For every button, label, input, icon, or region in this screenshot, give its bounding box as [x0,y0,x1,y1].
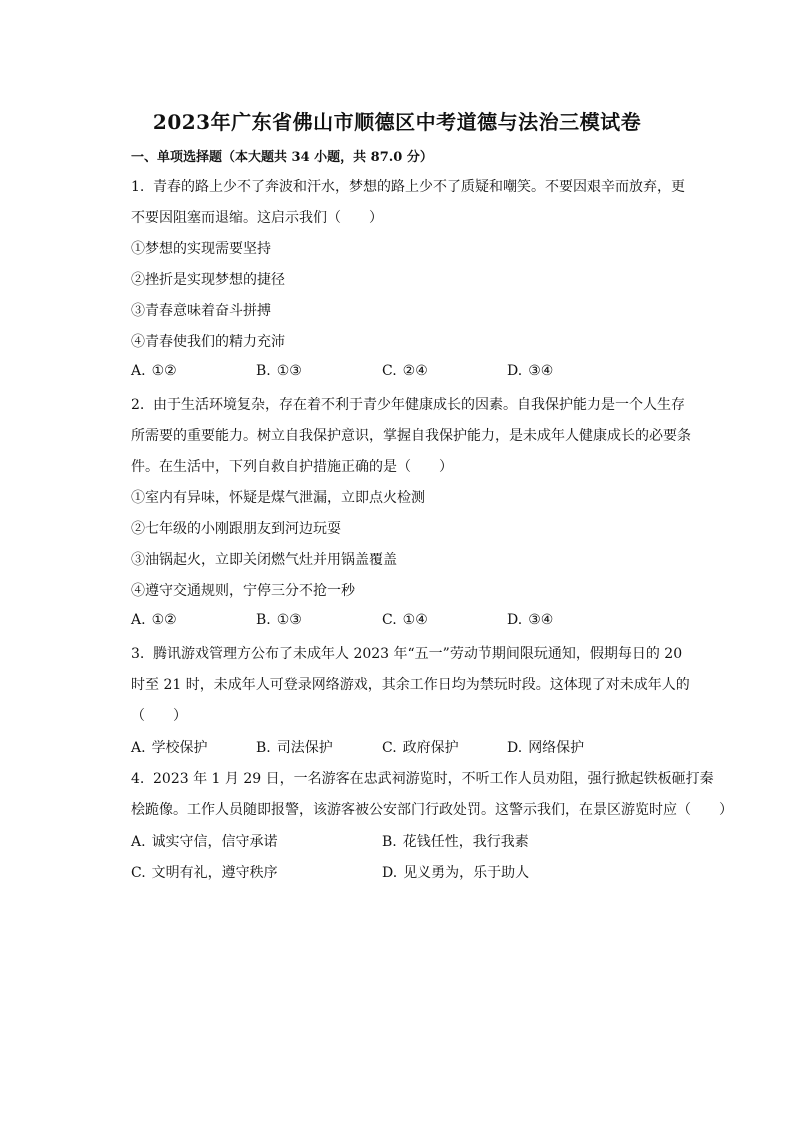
question-2-item: ④遵守交通规则，宁停三分不抢一秒 [131,583,355,599]
question-2-item: ②七年级的小刚跟朋友到河边玩耍 [131,521,341,537]
question-4-stem-line-1: 4. 2023 年 1 月 29 日，一名游客在忠武祠游览时，不听工作人员劝阻，强行掀起铁板砸打秦 [131,771,714,787]
option-b[interactable]: B. ①③ [256,363,302,379]
option-a[interactable]: A. ①② [131,612,177,628]
question-3-stem-line-2: 时至 21 时，未成年人可登录网络游戏，其余工作日均为禁玩时段。这体现了对未成年人的 [131,677,690,693]
question-1-stem-line-2: 不要因阻塞而退缩。这启示我们（ ） [131,210,383,226]
section-heading: 一、单项选择题（本大题共 34 小题，共 87.0 分） [131,150,433,165]
question-1-item: ①梦想的实现需要坚持 [131,241,271,257]
question-2-stem-line-3: 件。在生活中，下列自救自护措施正确的是（ ） [131,459,453,475]
question-3-stem-line-3: （ ） [131,708,187,724]
question-1-item: ④青春使我们的精力充沛 [131,334,285,350]
question-number: 2. [131,397,145,413]
question-number: 3. [131,646,145,662]
question-1-stem-line-1: 1. 青春的路上少不了奔波和汗水，梦想的路上少不了质疑和嘲笑。不要因艰辛而放弃，更 [131,179,685,195]
question-number: 4. [131,771,145,787]
question-2-stem-line-2: 所需要的重要能力。树立自我保护意识，掌握自我保护能力，是未成年人健康成长的必要条 [131,428,691,444]
option-c[interactable]: C. ①④ [382,612,428,628]
question-1-item: ③青春意味着奋斗拼搏 [131,303,271,319]
option-c[interactable]: C. ②④ [382,363,428,379]
option-c[interactable]: C. 政府保护 [382,740,459,756]
option-b[interactable]: B. 花钱任性，我行我素 [382,834,529,850]
question-2-stem-line-1: 2. 由于生活环境复杂，存在着不利于青少年健康成长的因素。自我保护能力是一个人生存 [131,397,685,413]
option-a[interactable]: A. ①② [131,363,177,379]
exam-title: 2023年广东省佛山市顺德区中考道德与法治三模试卷 [152,110,642,134]
option-d[interactable]: D. 见义勇为，乐于助人 [382,865,530,881]
option-b[interactable]: B. 司法保护 [256,740,333,756]
option-d[interactable]: D. ③④ [507,612,554,628]
option-a[interactable]: A. 学校保护 [131,740,208,756]
question-2-item: ③油锅起火，立即关闭燃气灶并用锅盖覆盖 [131,552,397,568]
option-d[interactable]: D. ③④ [507,363,554,379]
option-b[interactable]: B. ①③ [256,612,302,628]
question-1-item: ②挫折是实现梦想的捷径 [131,272,285,288]
option-c[interactable]: C. 文明有礼，遵守秩序 [131,865,278,881]
option-d[interactable]: D. 网络保护 [507,740,585,756]
question-4-stem-line-2: 桧跪像。工作人员随即报警，该游客被公安部门行政处罚。这警示我们，在景区游览时应（ ） [131,802,733,818]
option-a[interactable]: A. 诚实守信，信守承诺 [131,834,278,850]
question-2-item: ①室内有异味，怀疑是煤气泄漏，立即点火检测 [131,490,425,506]
question-number: 1. [131,179,145,195]
question-3-stem-line-1: 3. 腾讯游戏管理方公布了未成年人 2023 年“五一”劳动节期间限玩通知，假期每日的 20 [131,646,683,662]
